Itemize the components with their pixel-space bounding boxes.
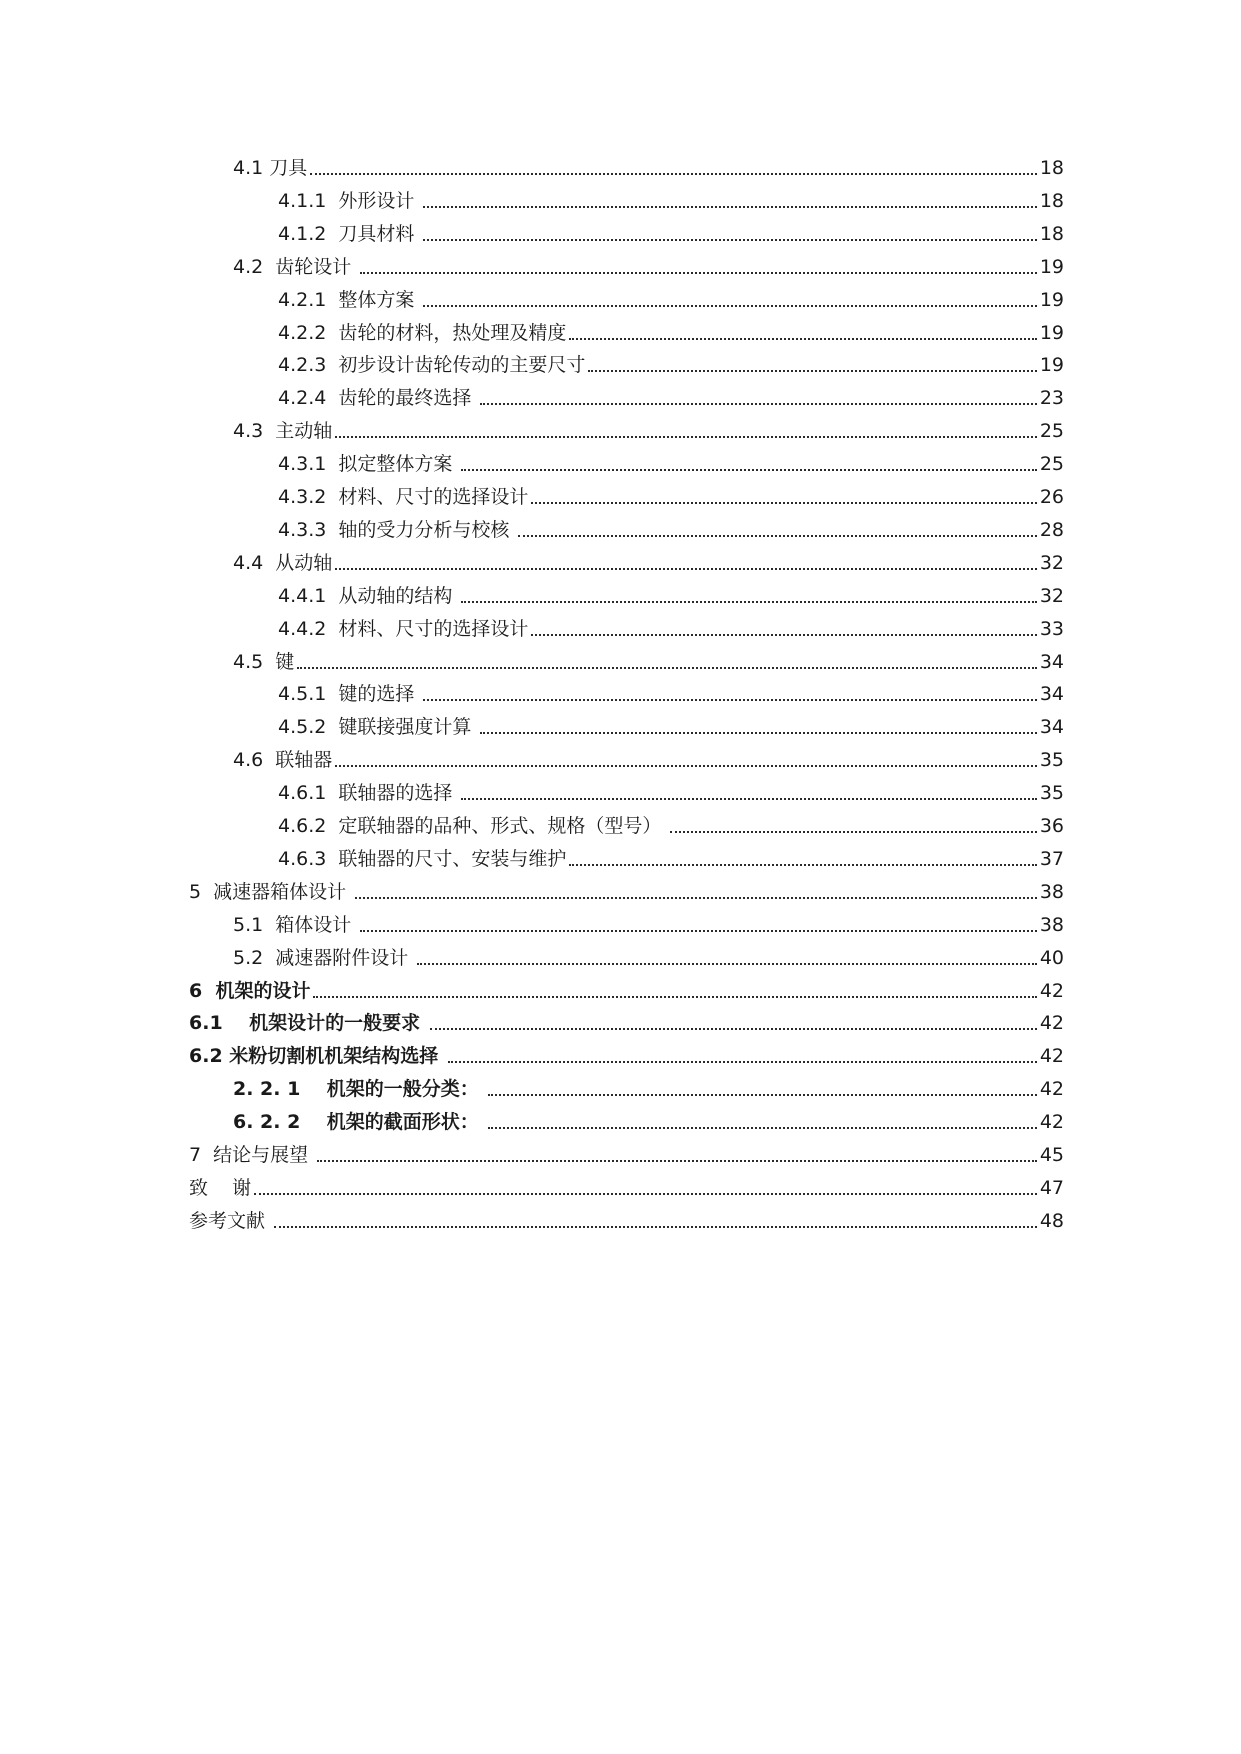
toc-dot-leader — [670, 823, 1036, 833]
toc-entry-title: 4.1 刀具 — [233, 157, 308, 179]
toc-page-number: 42 — [1039, 1078, 1064, 1100]
toc-page-number: 19 — [1039, 354, 1064, 376]
toc-page-number: 38 — [1039, 881, 1064, 903]
toc-dot-leader — [423, 198, 1036, 208]
toc-entry-title: 5.1 箱体设计 — [233, 914, 358, 936]
toc-entry-title: 4.3.3 轴的受力分析与校核 — [278, 519, 516, 541]
toc-entry-title: 7 结论与展望 — [189, 1144, 315, 1166]
toc-entry[interactable] — [189, 1009, 1064, 1035]
toc-entry[interactable] — [278, 516, 1064, 542]
toc-entry[interactable] — [278, 351, 1064, 377]
toc-entry-title: 6. 2. 2 机架的截面形状： — [233, 1111, 486, 1133]
toc-page-number: 42 — [1039, 980, 1064, 1002]
toc-entry[interactable] — [189, 878, 1064, 904]
toc-entry[interactable] — [278, 582, 1064, 608]
toc-entry-title: 2. 2. 1 机架的一般分类： — [233, 1078, 486, 1100]
toc-dot-leader — [588, 362, 1036, 372]
toc-page-number: 36 — [1039, 815, 1064, 837]
toc-page-number: 40 — [1039, 947, 1064, 969]
toc-page-number: 19 — [1039, 289, 1064, 311]
toc-dot-leader — [274, 1218, 1037, 1228]
toc-entry-title: 4.6 联轴器 — [233, 749, 333, 771]
toc-entry[interactable] — [189, 977, 1064, 1003]
toc-dot-leader — [480, 395, 1036, 405]
toc-dot-leader — [254, 1185, 1037, 1195]
toc-page-number: 26 — [1039, 486, 1064, 508]
toc-dot-leader — [430, 1020, 1037, 1030]
toc-entry[interactable] — [189, 1141, 1064, 1167]
toc-dot-leader — [569, 856, 1036, 866]
toc-entry-title: 6.1 机架设计的一般要求 — [189, 1012, 427, 1034]
toc-entry[interactable] — [233, 648, 1064, 674]
toc-dot-leader — [488, 1119, 1036, 1129]
toc-page-number: 42 — [1039, 1012, 1064, 1034]
toc-dot-leader — [461, 790, 1036, 800]
toc-entry-title: 5 减速器箱体设计 — [189, 881, 353, 903]
toc-entry[interactable] — [233, 1108, 1064, 1134]
toc-page-number: 33 — [1039, 618, 1064, 640]
toc-page-number: 34 — [1039, 683, 1064, 705]
toc-dot-leader — [313, 988, 1036, 998]
toc-dot-leader — [355, 889, 1037, 899]
toc-entry[interactable] — [233, 417, 1064, 443]
toc-page-number: 23 — [1039, 387, 1064, 409]
toc-page-number: 37 — [1039, 848, 1064, 870]
toc-entry[interactable] — [233, 746, 1064, 772]
toc-entry-title: 4.4 从动轴 — [233, 552, 333, 574]
toc-page-number: 42 — [1039, 1111, 1064, 1133]
toc-entry[interactable] — [278, 187, 1064, 213]
toc-page-number: 34 — [1039, 716, 1064, 738]
toc-page-number: 25 — [1039, 453, 1064, 475]
toc-entry-title: 4.6.2 定联轴器的品种、形式、规格（型号） — [278, 815, 668, 837]
toc-dot-leader — [461, 461, 1036, 471]
toc-dot-leader — [297, 659, 1037, 669]
toc-entry[interactable] — [189, 1042, 1064, 1068]
toc-page-number: 34 — [1039, 651, 1064, 673]
toc-dot-leader — [310, 165, 1037, 175]
toc-entry-title: 4.2.3 初步设计齿轮传动的主要尺寸 — [278, 354, 586, 376]
toc-dot-leader — [360, 264, 1036, 274]
toc-entry[interactable] — [189, 1207, 1064, 1233]
toc-dot-leader — [317, 1152, 1037, 1162]
toc-dot-leader — [461, 593, 1036, 603]
toc-page-number: 18 — [1039, 190, 1064, 212]
toc-entry-title: 4.3.2 材料、尺寸的选择设计 — [278, 486, 529, 508]
toc-page-number: 47 — [1039, 1177, 1064, 1199]
toc-entry-title: 4.6.1 联轴器的选择 — [278, 782, 459, 804]
toc-entry-title: 致 谢 — [189, 1177, 252, 1199]
toc-page-number: 28 — [1039, 519, 1064, 541]
toc-dot-leader — [423, 297, 1036, 307]
toc-dot-leader — [360, 922, 1036, 932]
toc-entry[interactable] — [233, 154, 1064, 180]
toc-dot-leader — [448, 1053, 1037, 1063]
toc-entry-title: 4.4.1 从动轴的结构 — [278, 585, 459, 607]
toc-dot-leader — [335, 428, 1037, 438]
toc-page-number: 19 — [1039, 256, 1064, 278]
toc-entry-title: 6.2 米粉切割机机架结构选择 — [189, 1045, 445, 1067]
toc-entry[interactable] — [233, 253, 1064, 279]
toc-dot-leader — [569, 330, 1036, 340]
toc-entry-title: 4.5.2 键联接强度计算 — [278, 716, 478, 738]
toc-page-number: 18 — [1039, 157, 1064, 179]
toc-entry[interactable] — [278, 845, 1064, 871]
toc-entry[interactable] — [278, 450, 1064, 476]
toc-dot-leader — [531, 626, 1036, 636]
toc-page-number: 35 — [1039, 782, 1064, 804]
toc-entry[interactable] — [278, 483, 1064, 509]
toc-entry-title: 4.5 键 — [233, 651, 295, 673]
toc-entry[interactable] — [233, 1075, 1064, 1101]
toc-page-number: 25 — [1039, 420, 1064, 442]
toc-entry[interactable] — [278, 713, 1064, 739]
toc-dot-leader — [518, 527, 1036, 537]
toc-dot-leader — [531, 494, 1036, 504]
toc-dot-leader — [488, 1086, 1036, 1096]
toc-entry[interactable] — [278, 286, 1064, 312]
toc-entry-title: 4.1.1 外形设计 — [278, 190, 421, 212]
toc-dot-leader — [335, 757, 1037, 767]
toc-entry-title: 4.5.1 键的选择 — [278, 683, 421, 705]
toc-dot-leader — [480, 724, 1036, 734]
toc-entry-title: 4.6.3 联轴器的尺寸、安装与维护 — [278, 848, 567, 870]
toc-entry[interactable] — [233, 944, 1064, 970]
toc-entry-title: 4.3.1 拟定整体方案 — [278, 453, 459, 475]
toc-page-number: 38 — [1039, 914, 1064, 936]
toc-page-number: 32 — [1039, 552, 1064, 574]
toc-entry[interactable] — [233, 911, 1064, 937]
toc-page-number: 32 — [1039, 585, 1064, 607]
toc-page-number: 19 — [1039, 322, 1064, 344]
toc-dot-leader — [423, 231, 1036, 241]
toc-entry-title: 4.2.4 齿轮的最终选择 — [278, 387, 478, 409]
toc-page-number: 48 — [1039, 1210, 1064, 1232]
toc-entry-title: 4.2.2 齿轮的材料，热处理及精度 — [278, 322, 567, 344]
toc-entry[interactable] — [233, 549, 1064, 575]
toc-entry-title: 4.1.2 刀具材料 — [278, 223, 421, 245]
toc-entry[interactable] — [278, 384, 1064, 410]
toc-entry-title: 4.2 齿轮设计 — [233, 256, 358, 278]
toc-entry-title: 4.3 主动轴 — [233, 420, 333, 442]
toc-dot-leader — [423, 691, 1036, 701]
toc-page-number: 35 — [1039, 749, 1064, 771]
toc-entry[interactable] — [189, 1174, 1064, 1200]
toc-entry[interactable] — [278, 779, 1064, 805]
toc-entry[interactable] — [278, 615, 1064, 641]
toc-page-number: 18 — [1039, 223, 1064, 245]
toc-entry-title: 5.2 减速器附件设计 — [233, 947, 415, 969]
toc-entry[interactable] — [278, 812, 1064, 838]
toc-page-number: 42 — [1039, 1045, 1064, 1067]
toc-dot-leader — [335, 560, 1037, 570]
toc-entry[interactable] — [278, 220, 1064, 246]
toc-entry-title: 参考文献 — [189, 1210, 272, 1232]
toc-entry-title: 4.4.2 材料、尺寸的选择设计 — [278, 618, 529, 640]
toc-entry[interactable] — [278, 319, 1064, 345]
toc-page-number: 45 — [1039, 1144, 1064, 1166]
toc-entry[interactable] — [278, 680, 1064, 706]
toc-entry-title: 4.2.1 整体方案 — [278, 289, 421, 311]
toc-dot-leader — [417, 955, 1036, 965]
toc-entry-title: 6 机架的设计 — [189, 980, 311, 1002]
